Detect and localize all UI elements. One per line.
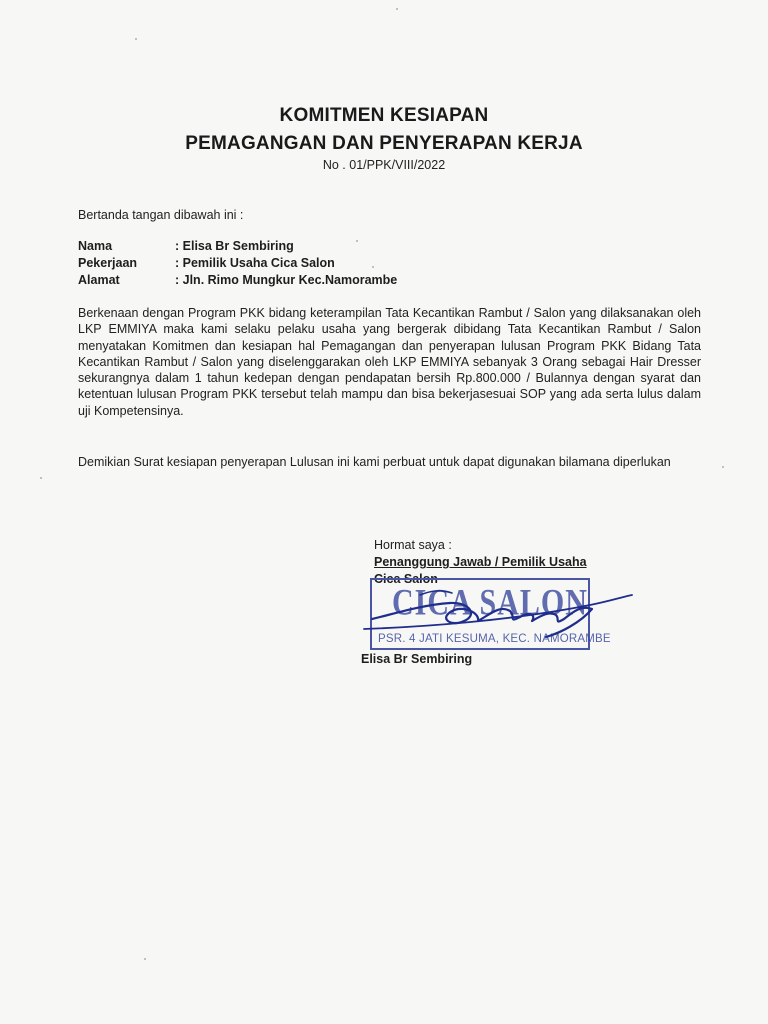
- field-row-nama: [78, 238, 397, 255]
- field-label-nama: Nama: [78, 239, 113, 253]
- stamp-name: CICA SALON: [392, 582, 588, 624]
- scan-speck: [396, 8, 398, 10]
- scan-speck: [144, 958, 146, 960]
- document-title-line1: KOMITMEN KESIAPAN: [279, 105, 489, 126]
- scan-speck: [372, 266, 374, 268]
- handwritten-signature: [360, 575, 640, 650]
- identity-fields: [78, 238, 397, 289]
- scan-speck: [135, 38, 137, 40]
- stamp-address: PSR. 4 JATI KESUMA, KEC. NAMORAMBE: [378, 633, 611, 645]
- field-value-alamat: : Jln. Rimo Mungkur Kec.Namorambe: [175, 273, 398, 287]
- closing-paragraph: Demikian Surat kesiapan penyerapan Lulusan ini kami perbuat untuk dapat digunakan bilamana diperlukan: [78, 455, 671, 469]
- field-label-pekerjaan: Pekerjaan: [78, 256, 138, 270]
- field-value-nama: : Elisa Br Sembiring: [175, 239, 294, 253]
- field-row-pekerjaan: [78, 255, 397, 272]
- business-name: Cica Salon: [374, 572, 438, 586]
- field-row-alamat: [78, 272, 397, 289]
- scan-speck: [356, 240, 358, 242]
- field-value-pekerjaan: : Pemilik Usaha Cica Salon: [175, 256, 335, 270]
- intro-text: Bertanda tangan dibawah ini :: [78, 208, 244, 222]
- commitment-paragraph: Berkenaan dengan Program PKK bidang keterampilan Tata Kecantikan Rambut / Salon yang dilaksanakan oleh LKP EMMIYA maka kami selaku pelaku usaha yang bergerak dibidang Tata Kecantikan Rambut / Salon menyatakan Komitmen dan kesiapan hal Pemagangan dan penyerapan lulusan Program PKK Bidang Tata Kecantikan Rambut / Salon yang diselenggarakan oleh LKP EMMIYA sebanyak 3 Orang sebagai Hair Dresser sekurangnya dalam 1 tahun kedepan dengan pendapatan bersih Rp.800.000 / Bulannya dengan syarat dan ketentuan lulusan Program PKK tersebut telah mampu dan bisa bekerjasesuai SOP yang ada serta lulus dalam uji Kompetensinya.: [78, 306, 701, 418]
- signer-name: Elisa Br Sembiring: [361, 652, 473, 666]
- scan-speck: [722, 466, 724, 468]
- scan-speck: [40, 477, 42, 479]
- field-label-alamat: Alamat: [78, 273, 120, 287]
- document-title-line2: PEMAGANGAN DAN PENYERAPAN KERJA: [185, 133, 583, 154]
- document-number: No . 01/PPK/VIII/2022: [322, 158, 446, 172]
- signer-role: Penanggung Jawab / Pemilik Usaha: [374, 555, 587, 569]
- greeting-text: Hormat saya :: [374, 538, 452, 552]
